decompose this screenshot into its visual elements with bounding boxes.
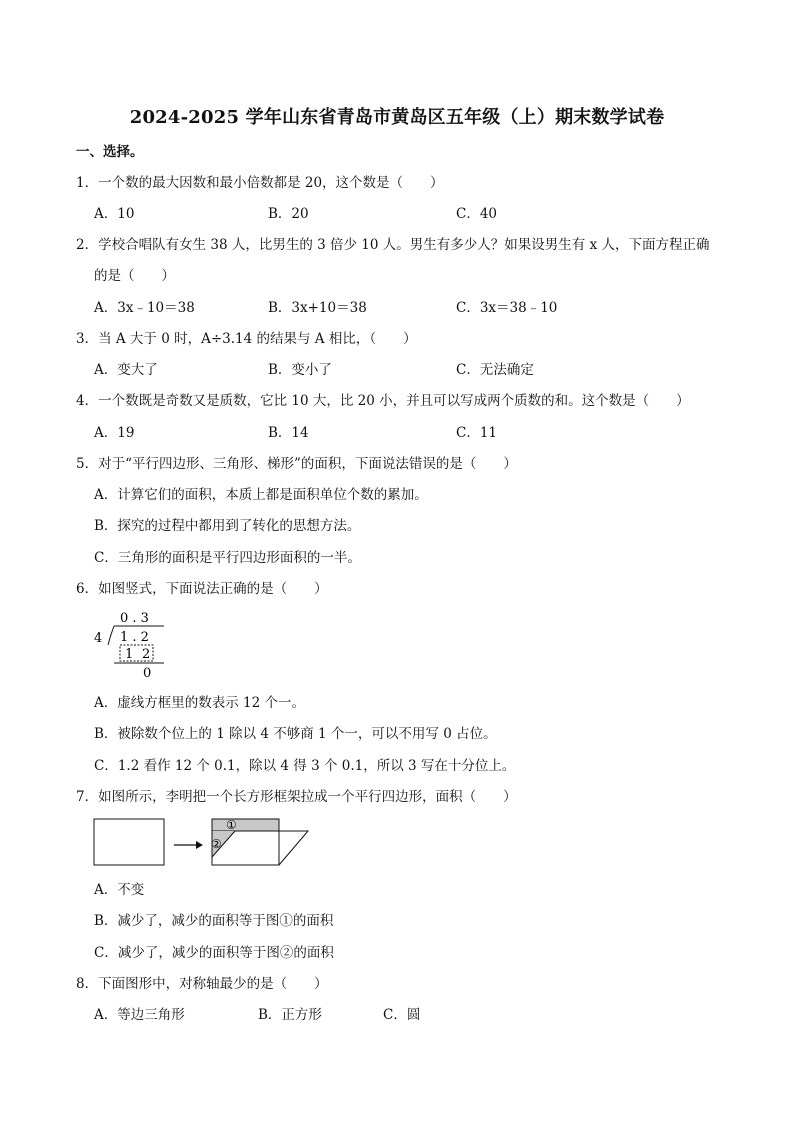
division-remainder: 0 (143, 666, 152, 681)
region-label-1: ① (226, 818, 237, 832)
question-1-stem: 1．一个数的最大因数和最小倍数都是 20，这个数是（ ） (76, 175, 444, 191)
question-4-stem: 4．一个数既是奇数又是质数，它比 10 大，比 20 小，并且可以写成两个质数的和。这个数是（ ） (76, 393, 690, 409)
question-4-option-b: B．14 (268, 425, 309, 441)
region-label-2: ② (211, 837, 222, 851)
question-4-option-a: A．19 (94, 425, 135, 441)
division-quotient: 0 . 3 (120, 611, 149, 626)
question-5-option-b: B．探究的过程中都用到了转化的思想方法。 (94, 518, 361, 534)
question-7-option-b: B．减少了，减少的面积等于图①的面积 (94, 913, 334, 929)
document-title: 2024-2025 学年山东省青岛市黄岛区五年级（上）期末数学试卷 (129, 107, 665, 128)
question-5-stem: 5．对于“平行四边形、三角形、梯形”的面积，下面说法错误的是（ ） (76, 456, 517, 472)
division-divisor: 4 (94, 631, 103, 646)
question-7-option-c: C．减少了，减少的面积等于图②的面积 (94, 945, 334, 961)
rectangle-to-parallelogram-figure (92, 815, 314, 871)
question-5-option-c: C．三角形的面积是平行四边形面积的一半。 (94, 550, 361, 566)
question-8-option-a: A．等边三角形 (94, 1007, 185, 1023)
question-2-option-b: B．3x+10＝38 (268, 300, 367, 316)
question-8-option-b: B．正方形 (258, 1007, 322, 1023)
shaded-strip-1 (212, 819, 279, 831)
question-1-option-a: A．10 (94, 206, 135, 222)
division-product-digit-1: 1 (125, 647, 134, 662)
question-2-option-c: C．3x＝38﹣10 (456, 300, 558, 316)
question-4-option-c: C．11 (456, 425, 498, 441)
question-6-option-a: A．虚线方框里的数表示 12 个一。 (94, 695, 306, 711)
long-division-figure (90, 609, 180, 683)
division-product-digit-2: 2 (142, 647, 151, 662)
question-7-stem: 7．如图所示，李明把一个长方形框架拉成一个平行四边形，面积（ ） (76, 789, 517, 805)
question-6-option-b: B．被除数个位上的 1 除以 4 不够商 1 个一，可以不用写 0 占位。 (94, 726, 497, 742)
question-7-option-a: A．不变 (94, 882, 145, 898)
division-dividend: 1 . 2 (120, 630, 149, 645)
question-8-stem: 8．下面图形中，对称轴最少的是（ ） (76, 976, 328, 992)
question-1-option-b: B．20 (268, 206, 309, 222)
original-rectangle (94, 819, 164, 865)
question-8-option-c: C．圆 (383, 1007, 421, 1023)
division-bracket (108, 626, 114, 645)
parallelogram-outline (235, 831, 308, 865)
question-6-option-c: C．1.2 看作 12 个 0.1，除以 4 得 3 个 0.1，所以 3 写在十分位上。 (94, 758, 516, 774)
question-5-option-a: A．计算它们的面积，本质上都是面积单位个数的累加。 (94, 487, 428, 503)
question-3-option-b: B．变小了 (268, 362, 332, 378)
section-heading: 一、选择。 (76, 144, 144, 160)
question-2-stem-continued: 的是（ ） (94, 268, 175, 284)
question-3-stem: 3．当 A 大于 0 时，A÷3.14 的结果与 A 相比，（ ） (76, 331, 417, 347)
question-1-option-c: C．40 (456, 206, 498, 222)
question-3-option-c: C．无法确定 (456, 362, 534, 378)
question-3-option-a: A．变大了 (94, 362, 158, 378)
question-2-stem: 2．学校合唱队有女生 38 人，比男生的 3 倍少 10 人。男生有多少人？如果设男生有 x 人，下面方程正确 (76, 237, 710, 253)
question-2-option-a: A．3x﹣10＝38 (94, 300, 195, 316)
question-6-stem: 6．如图竖式，下面说法正确的是（ ） (76, 581, 328, 597)
arrow-icon (196, 841, 203, 849)
